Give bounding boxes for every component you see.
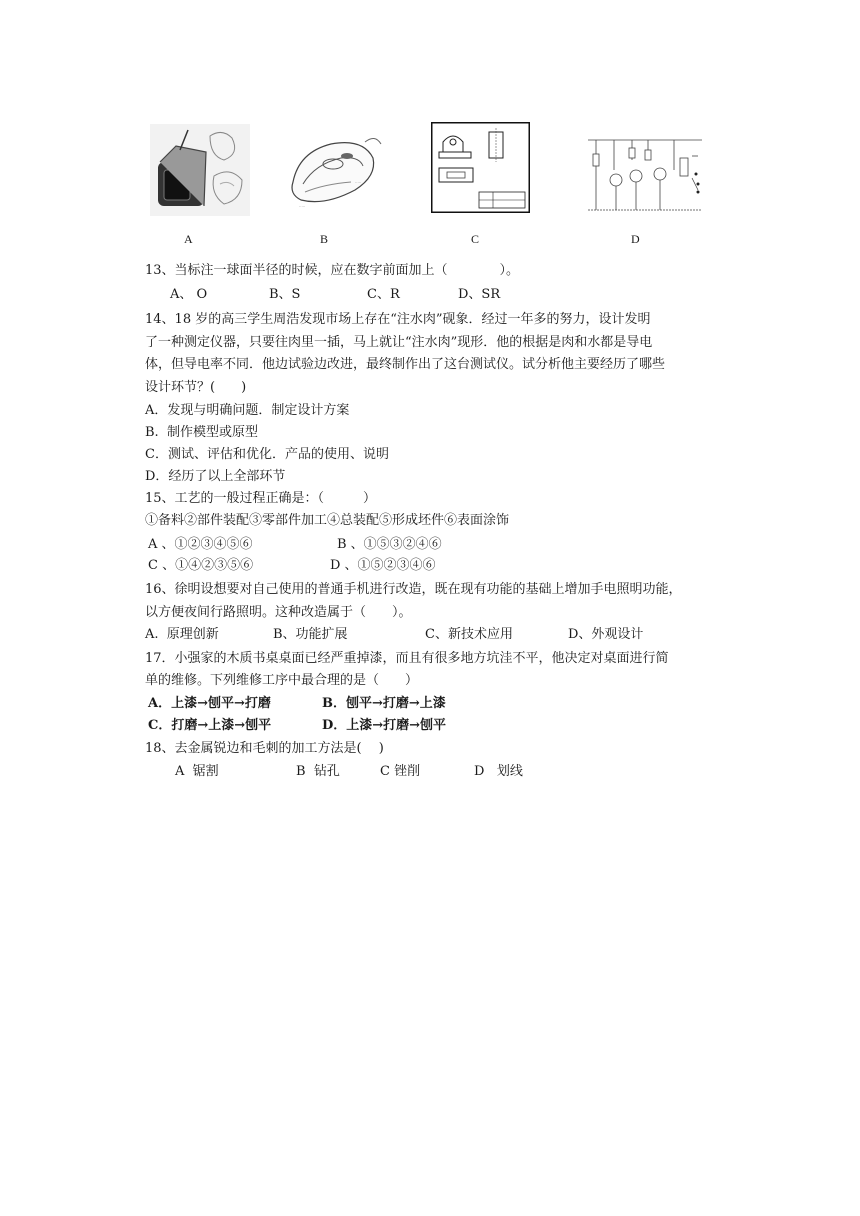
q14-stem-line-3: 体，但导电率不同．他边试验边改进，最终制作出了这台测试仪。试分析他主要经历了哪些 xyxy=(145,357,666,372)
q13-stem: 13、当标注一球面半径的时候，应在数字前面加上（ ）。 xyxy=(145,263,520,278)
q13-option-a: A、 O xyxy=(170,287,208,302)
q15-option-a: A 、①②③④⑤⑥ xyxy=(148,537,253,552)
q18-option-b: B 钻孔 xyxy=(296,764,340,779)
figure-a-label: A xyxy=(184,232,193,246)
q15-option-b: B 、①⑤③②④⑥ xyxy=(337,537,442,552)
q15-option-d: D 、①⑤②③④⑥ xyxy=(330,558,436,573)
figure-d-label: D xyxy=(631,232,640,246)
q14-option-a: A．发现与明确问题．制定设计方案 xyxy=(145,403,350,418)
q17-option-a: A．上漆→刨平→打磨 xyxy=(148,696,271,711)
q15-option-c: C 、①④②③⑤⑥ xyxy=(148,558,254,573)
figure-b-mouse-sketch xyxy=(285,124,385,216)
svg-text:·····: ····· xyxy=(299,204,306,209)
q14-stem-line-4: 设计环节？( ) xyxy=(145,380,247,395)
q14-option-c: C．测试、评估和优化．产品的使用、说明 xyxy=(145,447,389,462)
figure-b-label: B xyxy=(320,232,329,246)
q17-option-b: B．刨平→打磨→上漆 xyxy=(322,696,446,711)
q13-option-c: C、R xyxy=(367,287,400,302)
q16-option-b: B、功能扩展 xyxy=(273,627,348,642)
q18-option-a: A 锯割 xyxy=(175,764,219,779)
q14-option-d: D．经历了以上全部环节 xyxy=(145,469,286,484)
q15-stem: 15、工艺的一般过程正确是：（ ） xyxy=(145,491,377,506)
q16-stem-line-1: 16、徐明设想要对自己使用的普通手机进行改造，既在现有功能的基础上增加手电照明功能， xyxy=(145,582,682,597)
figure-c-label: C xyxy=(471,232,480,246)
q16-option-a: A. 原理创新 xyxy=(145,627,219,642)
q18-stem: 18、去金属锐边和毛刺的加工方法是( ) xyxy=(145,741,384,756)
q13-option-d: D、SR xyxy=(458,287,501,302)
q18-option-c: C 锉削 xyxy=(380,764,421,779)
figure-d-circuit-diagram xyxy=(584,130,708,218)
q16-option-c: C、新技术应用 xyxy=(425,627,513,642)
q17-option-d: D．上漆→打磨→刨平 xyxy=(322,718,447,733)
q17-stem-line-1: 17．小强家的木质书桌桌面已经严重掉漆，而且有很多地方坑洼不平，他决定对桌面进行简 xyxy=(145,651,669,666)
q18-option-d: D 划线 xyxy=(474,764,523,779)
q14-stem-line-2: 了一种测定仪器，只要往肉里一插，马上就让“注水肉”现形．他的根据是肉和水都是导电 xyxy=(145,335,653,350)
q15-steps: ①备料②部件装配③零部件加工④总装配⑤形成坯件⑥表面涂饰 xyxy=(145,513,510,528)
q17-option-c: C．打磨→上漆→刨平 xyxy=(148,718,272,733)
q17-stem-line-2: 单的维修。下列维修工序中最合理的是（ ） xyxy=(145,673,419,688)
q14-stem-line-1: 14、18 岁的高三学生周浩发现市场上存在“注水肉”砚象．经过一年多的努力，设计发明 xyxy=(145,312,651,327)
q16-stem-line-2: 以方便夜间行路照明。这种改造属于（ ）。 xyxy=(145,605,412,620)
svg-text:·····: ····· xyxy=(355,180,362,185)
figure-c-technical-drawing xyxy=(431,122,530,213)
q13-option-b: B、S xyxy=(269,287,301,302)
q16-option-d: D、外观设计 xyxy=(568,627,644,642)
figure-a-radio-sketch xyxy=(150,124,250,216)
q14-option-b: B. 制作模型或原型 xyxy=(145,425,258,440)
